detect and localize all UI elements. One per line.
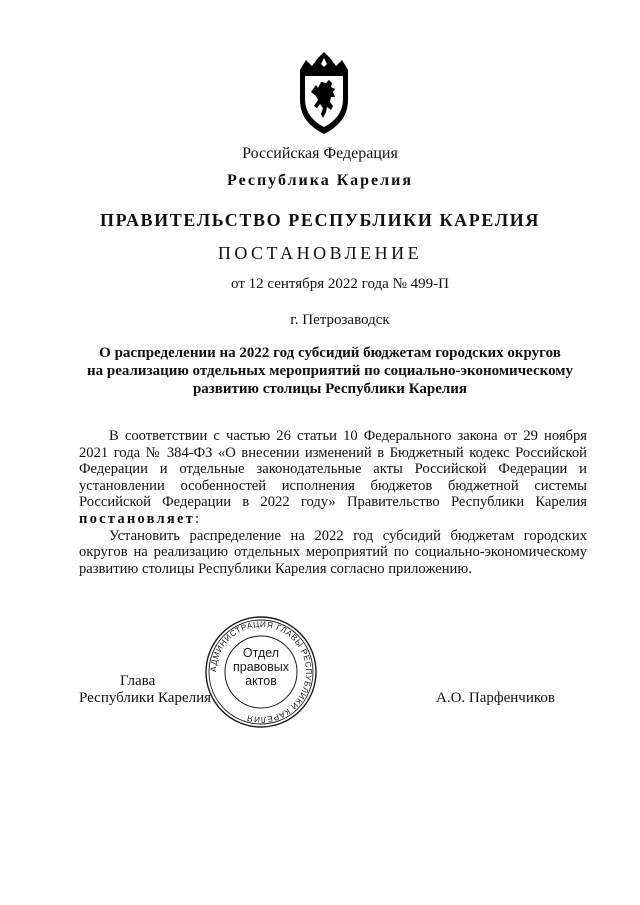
republic-name: Республика Карелия — [227, 172, 413, 189]
stamp-center-text — [218, 646, 304, 688]
signatory-title-line2: Республики Карелия — [79, 690, 212, 706]
title-line: О распределении на 2022 год субсидий бюджетам городских округов — [99, 345, 561, 361]
coat-of-arms-karelia-icon — [296, 52, 352, 134]
title-line: на реализацию отдельных мероприятий по социально-экономическому — [86, 363, 574, 379]
signatory-title-line1: Глава — [120, 673, 156, 689]
document-type: ПОСТАНОВЛЕНИЕ — [217, 243, 423, 263]
stamp-center-line: правовых — [233, 660, 289, 674]
stamp-ring-text: АДМИНИСТРАЦИЯ ГЛАВЫ РЕСПУБЛИКИ КАРЕЛИЯ — [208, 619, 314, 725]
resolution-paragraph: Установить распределение на 2022 год субсидий бюджетам городских округов на реализацию отдельных мероприятий по социально-экономическому развитию столицы Республики Карелия согласно приложению. — [79, 527, 587, 577]
stamp-center-line: актов — [245, 674, 277, 688]
title-line: развитию столицы Республики Карелия — [192, 381, 468, 397]
preamble-paragraph — [79, 428, 587, 528]
document-dateline: от 12 сентября 2022 года № 499-П — [231, 276, 449, 292]
document-title — [60, 344, 600, 398]
decree-word: постановляет — [79, 510, 195, 527]
government-name: ПРАВИТЕЛЬСТВО РЕСПУБЛИКИ КАРЕЛИЯ — [100, 210, 540, 230]
preamble-colon: : — [195, 510, 200, 527]
document-body — [79, 428, 587, 577]
preamble-text: В соответствии с частью 26 статьи 10 Федерального закона от 29 ноября 2021 года № 384-ФЗ «О внесении изменений в Бюджетный кодекс Российской Федерации и отдельные законодательные акты Российской Федерации и установлении особенностей исполнения бюджетов бюджетной системы Российской Федерации в 2022 году» Правительство Республики Карелия — [79, 428, 587, 511]
country-name: Российская Федерация — [242, 145, 398, 162]
signatory-name: А.О. Парфенчиков — [436, 690, 555, 706]
document-city: г. Петрозаводск — [290, 312, 390, 328]
stamp-center-line: Отдел — [242, 646, 280, 660]
